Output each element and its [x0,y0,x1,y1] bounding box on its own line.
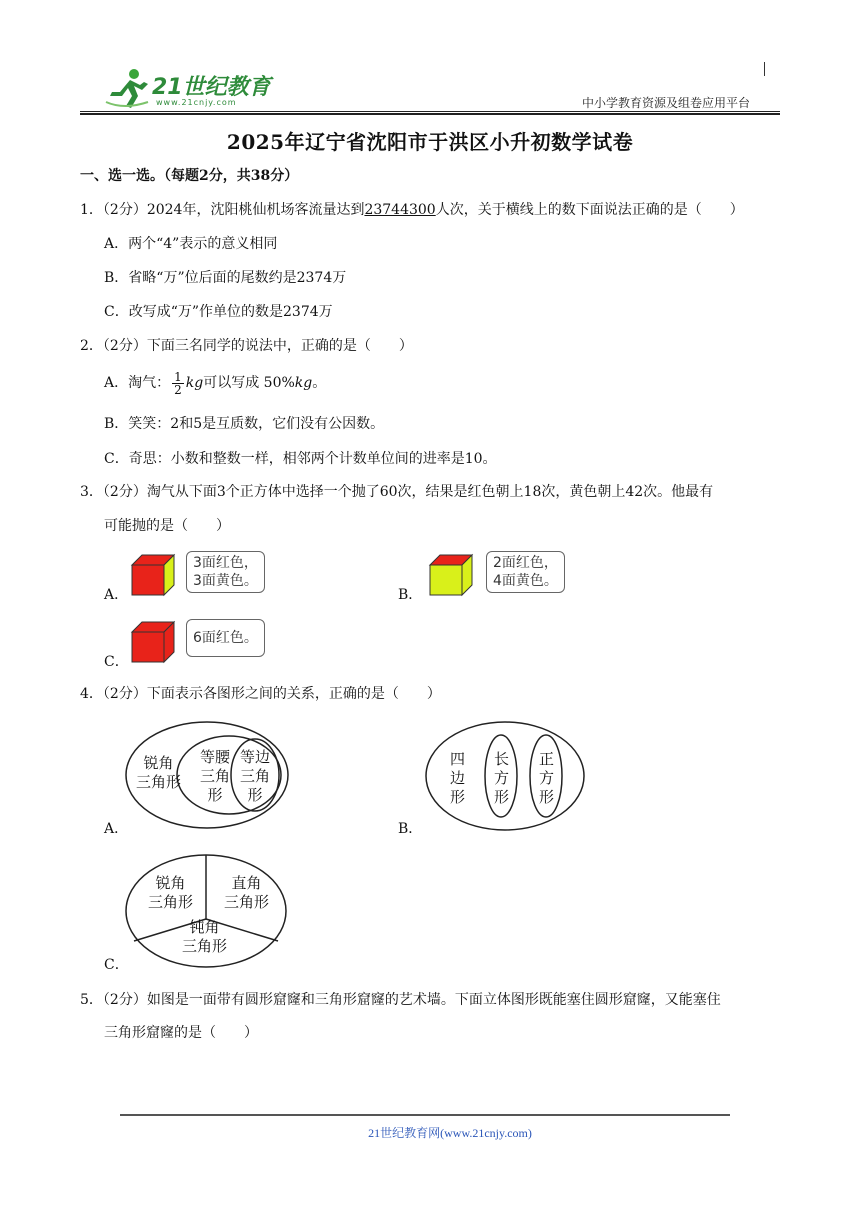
question-1-stem [80,200,744,220]
section-heading: 一、选一选。（每题2分，共38分） [80,168,299,184]
q3-a-description [186,551,265,593]
q2-a-end: 。 [312,375,327,391]
q4-b-left-line2: 方 [494,769,510,787]
q1-stem-a: 1．（2分）2024年，沈阳桃仙机场客流量达到 [80,202,365,218]
q4-b-right-label [539,750,554,807]
q4-option-c-label[interactable]: C． [104,957,129,973]
q4-c-right-label [224,874,269,912]
q3-a-line1: 3面红色， [193,555,258,571]
q3-c-line1: 6面红色。 [193,630,258,646]
q4-b-left-label [494,750,509,807]
q4-c-left-line2: 三角形 [148,893,194,911]
q4-a-outer-line1: 锐角 [143,754,174,772]
logo-text: 21世纪教育 [152,75,271,100]
q4-b-outer-line2: 边 [450,769,466,787]
q2-option-b[interactable]: B．笑笑：2和5是互质数，它们没有公因数。 [104,416,385,432]
q3-option-a-label[interactable]: A． [104,587,129,603]
q4-b-outer-line3: 形 [450,788,466,806]
q4-c-left-line1: 锐角 [155,874,186,892]
q3-b-description [486,551,565,593]
q4-b-right-line2: 方 [539,769,555,787]
q3-b-line2: 4面黄色。 [493,573,558,589]
q1-option-c[interactable]: C．改写成“万”作单位的数是2374万 [104,304,333,320]
fraction [172,371,184,396]
q4-b-outer-line1: 四 [450,750,466,768]
cube-red-yellow-icon [128,551,180,597]
q2-a-unit2: kg [294,375,313,391]
q4-option-a-label[interactable]: A． [104,821,129,837]
question-2-stem: 2．（2分）下面三名同学的说法中，正确的是（ ） [80,338,413,354]
header-right-text: 中小学教育资源及组卷应用平台 [582,96,751,110]
fraction-numerator: 1 [174,369,182,384]
fraction-denominator: 2 [174,382,182,397]
q1-stem-b: 人次，关于横线上的数下面说法正确的是（ ） [435,202,744,218]
q4-a-inner-line2: 三角 [240,767,271,785]
q4-c-right-line1: 直角 [231,874,262,892]
header [0,0,860,120]
q4-a-inner-line3: 形 [247,786,263,804]
q4-c-left-label [148,874,193,912]
cube-yellow-red-icon [426,551,478,597]
footer-rule [120,1114,730,1116]
q1-option-a[interactable]: A．两个“4”表示的意义相同 [104,236,278,252]
question-3-stem-line1: 3．（2分）淘气从下面3个正方体中选择一个抛了60次，结果是红色朝上18次，黄色朝上42次。他最有 [80,484,714,500]
q2-option-a[interactable] [104,368,326,398]
q2-a-mid: 可以写成 50% [203,375,295,391]
q4-b-outer-label [450,750,465,807]
q1-option-b[interactable]: B．省略“万”位后面的尾数约是2374万 [104,270,347,286]
logo [104,66,274,112]
q3-b-line1: 2面红色， [493,555,558,571]
page-title: 2025年辽宁省沈阳市于洪区小升初数学试卷 [226,130,634,154]
cube-red-icon [128,618,180,664]
q4-a-outer-label [136,754,181,792]
q4-c-bottom-line1: 钝角 [189,918,220,936]
runner-logo-icon [104,66,152,110]
q4-b-right-line3: 形 [539,788,555,806]
q4-b-left-line1: 长 [494,750,510,768]
q1-number: 23744300 [364,202,436,218]
q4-option-b-label[interactable]: B． [398,821,423,837]
q4-b-left-line3: 形 [494,788,510,806]
q4-a-inner-line1: 等边 [240,748,271,766]
question-5-stem-line1: 5．（2分）如图是一面带有圆形窟窿和三角形窟窿的艺术墙。下面立体图形既能塞住圆形窟窿，又能塞住 [80,992,721,1008]
q4-a-inner-label [240,748,270,805]
q3-a-line2: 3面黄色。 [193,573,258,589]
q3-option-b-label[interactable]: B． [398,587,423,603]
q4-a-mid-line3: 形 [207,786,223,804]
q4-a-mid-line2: 三角 [200,767,231,785]
q4-a-outer-line2: 三角形 [136,773,182,791]
q2-a-unit: kg [185,375,204,391]
q4-a-mid-label [200,748,230,805]
q2-option-c[interactable]: C．奇思：小数和整数一样，相邻两个计数单位间的进率是10。 [104,451,497,467]
q4-c-right-line2: 三角形 [224,893,270,911]
q4-a-mid-line1: 等腰 [200,748,231,766]
question-3-stem-line2: 可能抛的是（ ） [104,518,230,534]
q3-option-c-label[interactable]: C． [104,654,129,670]
header-rule-thick [80,113,780,115]
q4-c-bottom-label [182,918,227,956]
footer-link[interactable]: 21世纪教育网(www.21cnjy.com) [368,1126,532,1140]
header-mark [764,62,765,76]
q3-c-description [186,619,265,657]
q4-c-bottom-line2: 三角形 [182,937,228,955]
question-5-stem-line2: 三角形窟窿的是（ ） [104,1025,258,1041]
question-4-stem: 4．（2分）下面表示各图形之间的关系，正确的是（ ） [80,686,441,702]
q2-a-prefix: A．淘气： [104,375,171,391]
header-rule [80,111,780,112]
logo-url: www.21cnjy.com [156,98,237,107]
q4-b-right-line1: 正 [539,750,555,768]
